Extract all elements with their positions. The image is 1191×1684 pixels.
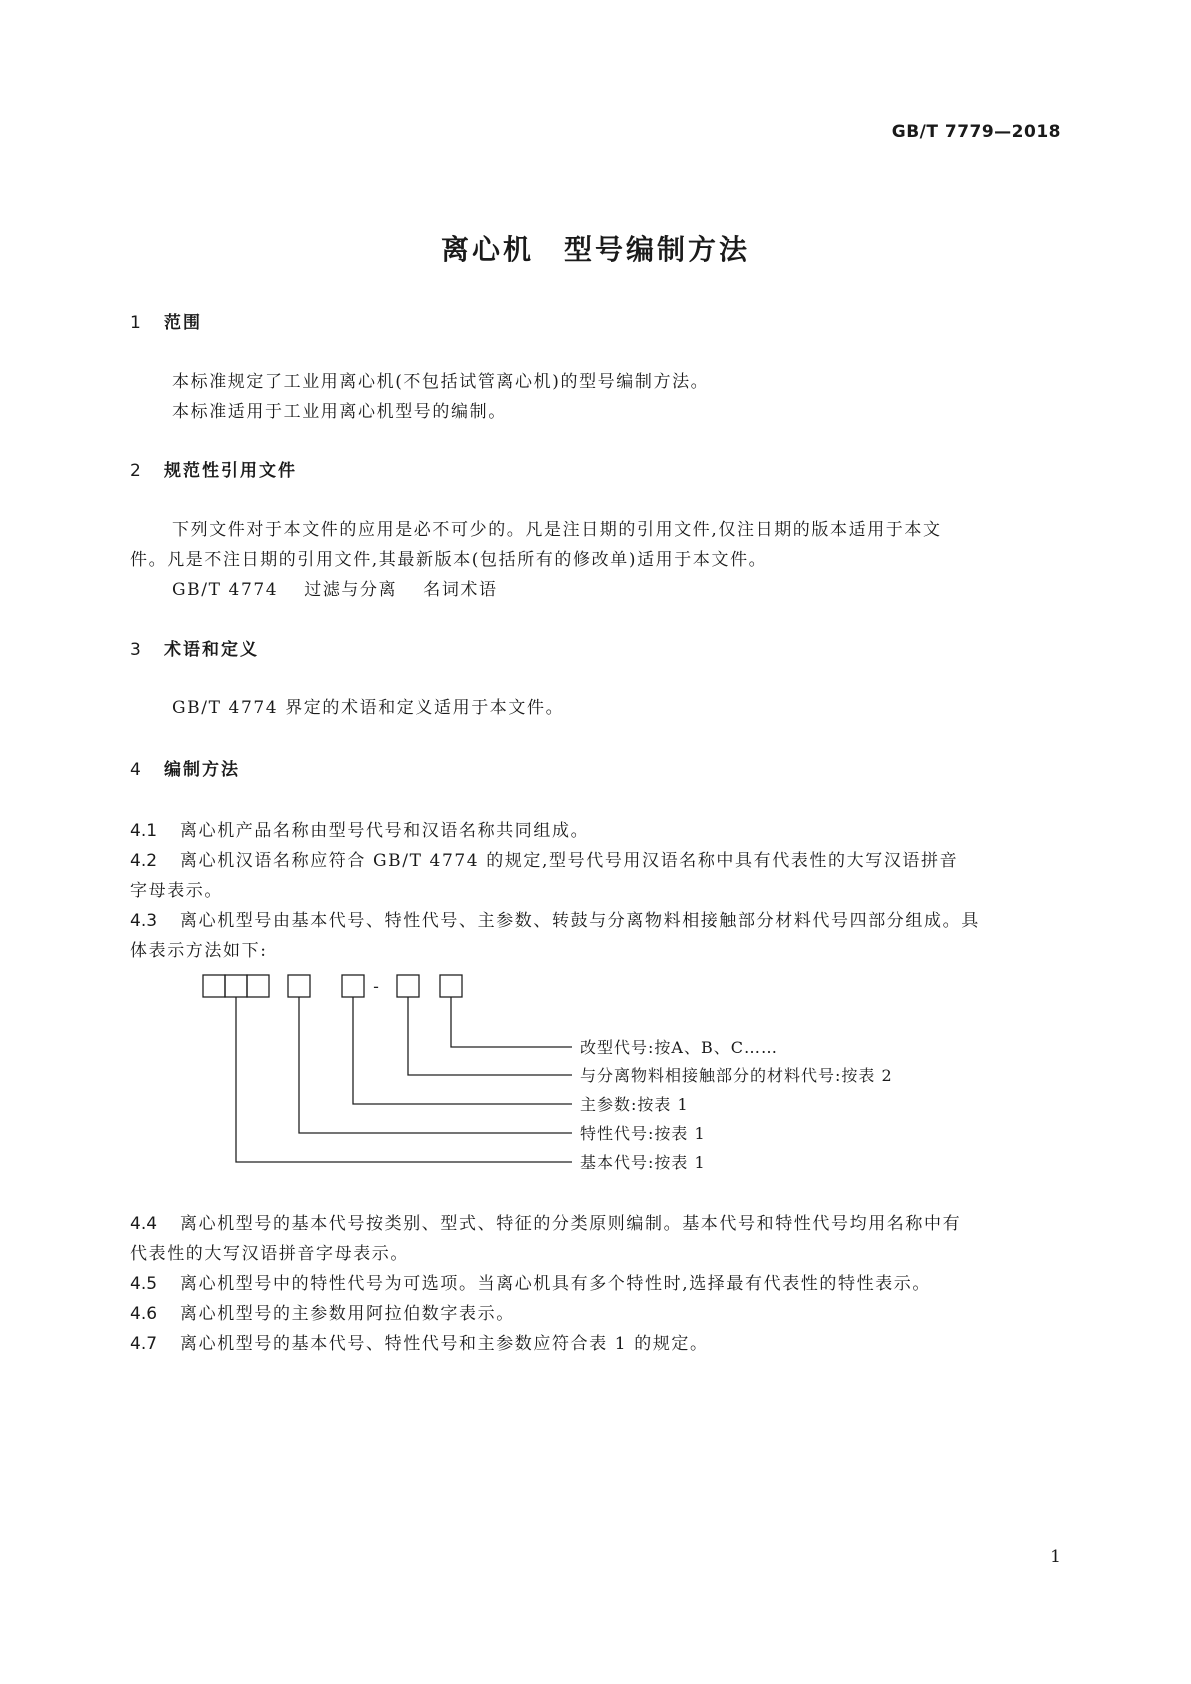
- clause-text: 离心机型号的基本代号、特性代号和主参数应符合表 1 的规定。: [180, 1334, 709, 1354]
- standard-code: GB/T 7779—2018: [891, 122, 1061, 142]
- section-number: 4: [130, 760, 143, 780]
- section-title: 规范性引用文件: [164, 461, 297, 481]
- clause-number: 4.2: [130, 851, 158, 871]
- section-title: 术语和定义: [164, 640, 259, 660]
- section-title: 范围: [164, 313, 202, 333]
- clause-number: 4.5: [130, 1274, 158, 1294]
- clause-text: 离心机型号由基本代号、特性代号、主参数、转鼓与分离物料相接触部分材料代号四部分组成。具: [180, 911, 980, 931]
- title-part-2: 型号编制方法: [564, 233, 751, 266]
- label-basic: 基本代号:按表 1: [580, 1153, 706, 1172]
- clause-text: 离心机型号中的特性代号为可选项。当离心机具有多个特性时,选择最有代表性的特性表示。: [180, 1274, 932, 1294]
- normative-paragraph-line-1: 下列文件对于本文件的应用是必不可少的。凡是注日期的引用文件,仅注日期的版本适用于本文: [172, 520, 942, 540]
- modification-code-box: [440, 975, 462, 997]
- scope-paragraph-2: 本标准适用于工业用离心机型号的编制。: [172, 402, 507, 422]
- clause-number: 4.1: [130, 821, 158, 841]
- title-part-1: 离心机: [440, 233, 534, 266]
- clause-text: 离心机型号的主参数用阿拉伯数字表示。: [180, 1304, 515, 1324]
- clause-4-7: [130, 1329, 709, 1354]
- feature-leader-line: [299, 997, 572, 1133]
- terms-paragraph: GB/T 4774 界定的术语和定义适用于本文件。: [172, 698, 565, 718]
- clause-number: 4.7: [130, 1334, 158, 1354]
- reference-code: GB/T 4774: [172, 580, 279, 600]
- label-main-param: 主参数:按表 1: [580, 1095, 689, 1114]
- section-number: 2: [130, 461, 143, 481]
- clause-4-2-line-2: 字母表示。: [130, 881, 223, 901]
- section-title: 编制方法: [164, 760, 240, 780]
- diagram-dash: -: [373, 977, 379, 996]
- clause-text: 离心机型号的基本代号按类别、型式、特征的分类原则编制。基本代号和特性代号均用名称中有: [180, 1214, 962, 1234]
- clause-4-4-line-2: 代表性的大写汉语拼音字母表示。: [130, 1244, 409, 1264]
- reference-title-a: 过滤与分离: [304, 580, 398, 600]
- section-number: 3: [130, 640, 143, 660]
- modification-leader-line: [451, 997, 572, 1047]
- clause-4-6: [130, 1299, 515, 1324]
- label-material: 与分离物料相接触部分的材料代号:按表 2: [580, 1066, 893, 1085]
- clause-number: 4.6: [130, 1304, 158, 1324]
- clause-4-4-line-1: [130, 1209, 961, 1234]
- label-feature: 特性代号:按表 1: [580, 1124, 706, 1143]
- normative-paragraph-line-2: 件。凡是不注日期的引用文件,其最新版本(包括所有的修改单)适用于本文件。: [130, 550, 768, 570]
- clause-4-5: [130, 1269, 931, 1294]
- material-leader-line: [408, 997, 572, 1075]
- basic-code-box-1: [203, 975, 225, 997]
- clause-number: 4.4: [130, 1214, 158, 1234]
- reference-title-b: 名词术语: [423, 580, 498, 600]
- section-number: 1: [130, 313, 143, 333]
- main-param-leader-line: [353, 997, 572, 1104]
- feature-code-box: [288, 975, 310, 997]
- basic-leader-line: [236, 997, 572, 1162]
- clause-text: 离心机产品名称由型号代号和汉语名称共同组成。: [180, 821, 590, 841]
- page-number: 1: [1050, 1547, 1061, 1567]
- clause-text: 离心机汉语名称应符合 GB/T 4774 的规定,型号代号用汉语名称中具有代表性的大写汉语拼音: [180, 851, 959, 871]
- label-modification: 改型代号:按A、B、C……: [580, 1038, 778, 1057]
- main-param-box: [342, 975, 364, 997]
- clause-number: 4.3: [130, 911, 158, 931]
- scope-paragraph-1: 本标准规定了工业用离心机(不包括试管离心机)的型号编制方法。: [172, 372, 710, 392]
- basic-code-box-2: [225, 975, 247, 997]
- basic-code-box-3: [247, 975, 269, 997]
- clause-4-3-line-2: 体表示方法如下:: [130, 941, 268, 961]
- material-code-box: [397, 975, 419, 997]
